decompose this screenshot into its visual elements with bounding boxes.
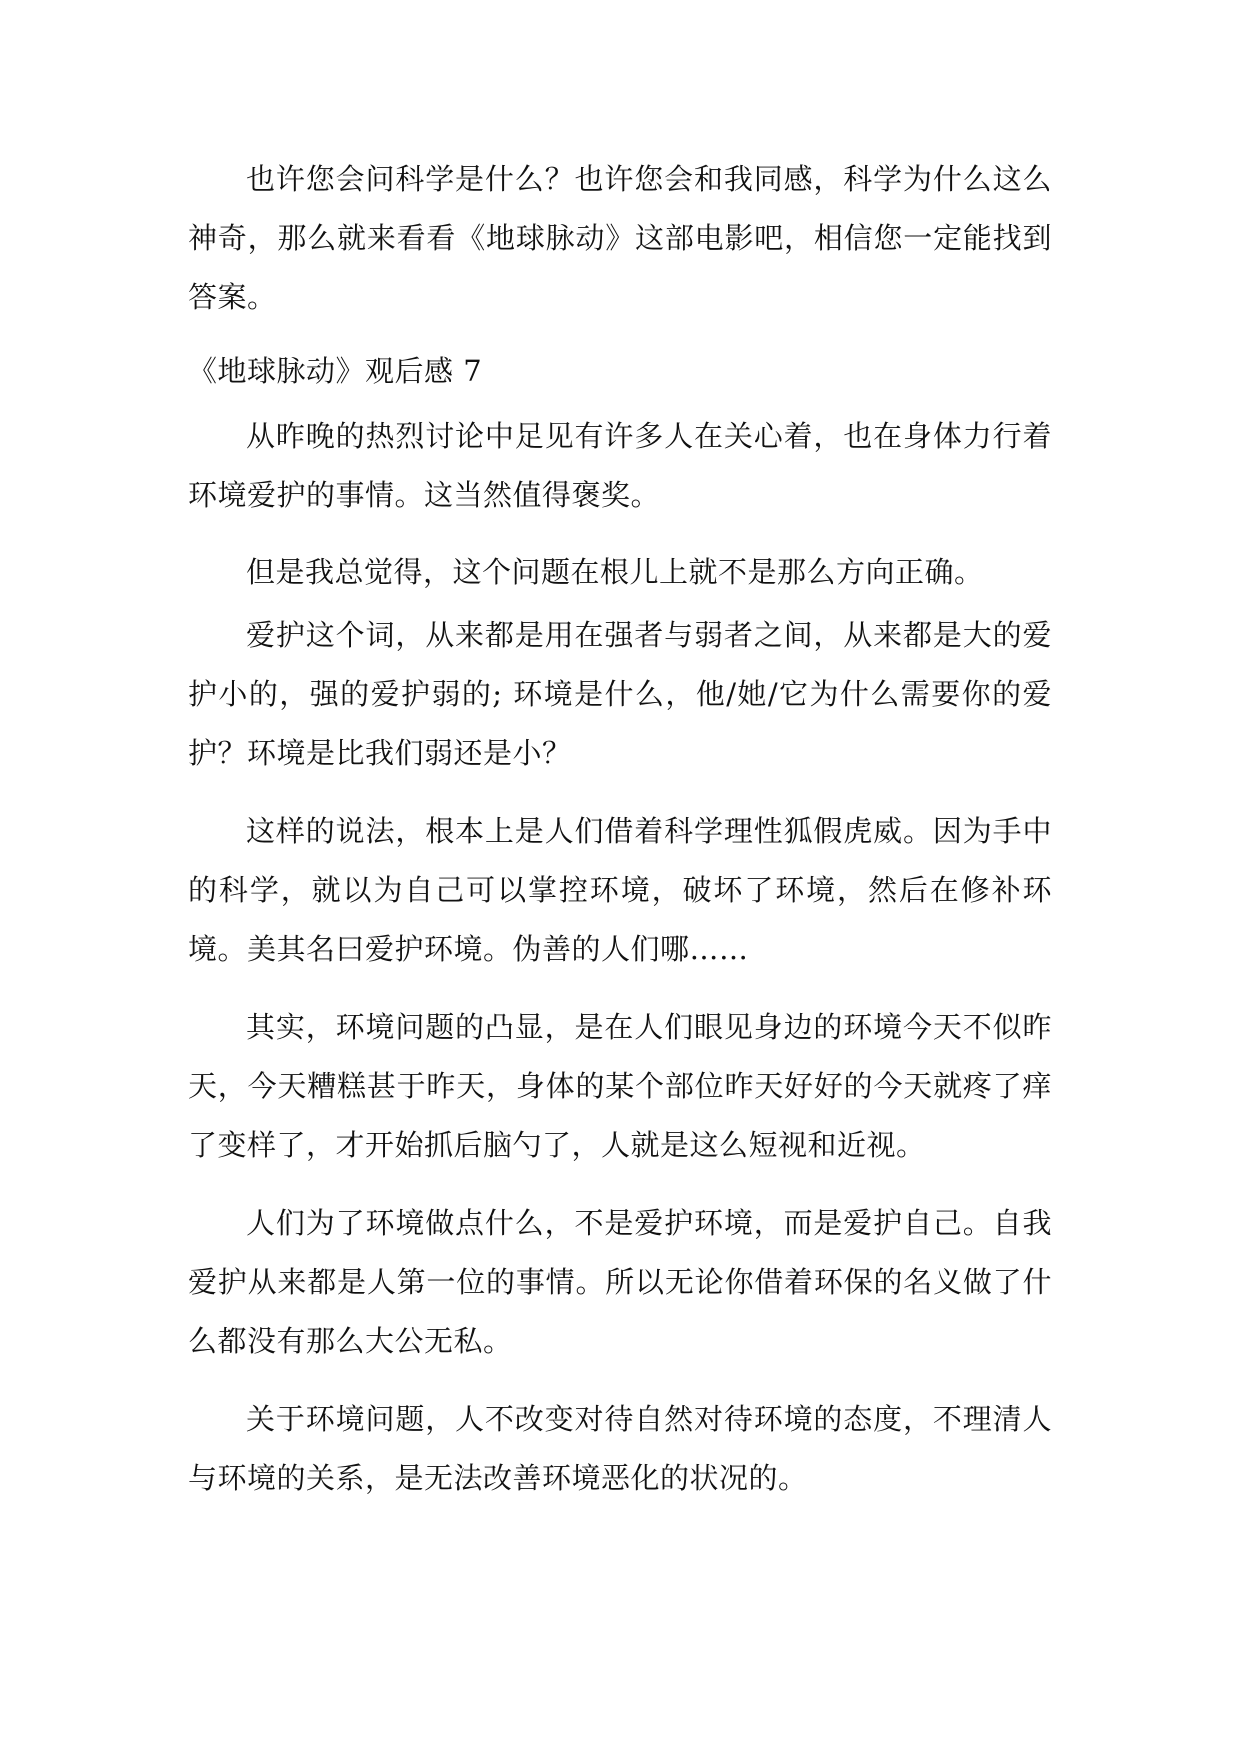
body-paragraph-5: 其实，环境问题的凸显，是在人们眼见身边的环境今天不似昨天，今天糟糕甚于昨天，身体的某个部位昨天好好的今天就疼了痒了变样了，才开始抓后脑勺了，人就是这么短视和近视。 — [188, 1010, 1052, 1162]
section-title: 《地球脉动》观后感 7 — [188, 354, 483, 388]
body-paragraph-7: 关于环境问题，人不改变对待自然对待环境的态度，不理清人与环境的关系，是无法改善环境恶化的状况的。 — [188, 1402, 1052, 1495]
body-paragraph-2: 但是我总觉得，这个问题在根儿上就不是那么方向正确。 — [246, 555, 984, 589]
body-paragraph-1: 从昨晚的热烈讨论中足见有许多人在关心着，也在身体力行着环境爱护的事情。这当然值得褒奖。 — [188, 419, 1052, 512]
body-paragraph-4: 这样的说法，根本上是人们借着科学理性狐假虎威。因为手中的科学，就以为自己可以掌控环境，破坏了环境，然后在修补环境。美其名曰爱护环境。伪善的人们哪…… — [188, 814, 1052, 966]
intro-paragraph: 也许您会问科学是什么？也许您会和我同感，科学为什么这么神奇，那么就来看看《地球脉动》这部电影吧，相信您一定能找到答案。 — [188, 162, 1052, 314]
body-paragraph-3: 爱护这个词，从来都是用在强者与弱者之间，从来都是大的爱护小的，强的爱护弱的; 环境是什么，他/她/它为什么需要你的爱护？环境是比我们弱还是小？ — [188, 618, 1052, 770]
body-paragraph-6: 人们为了环境做点什么，不是爱护环境，而是爱护自己。自我爱护从来都是人第一位的事情。所以无论你借着环保的名义做了什么都没有那么大公无私。 — [188, 1206, 1052, 1358]
